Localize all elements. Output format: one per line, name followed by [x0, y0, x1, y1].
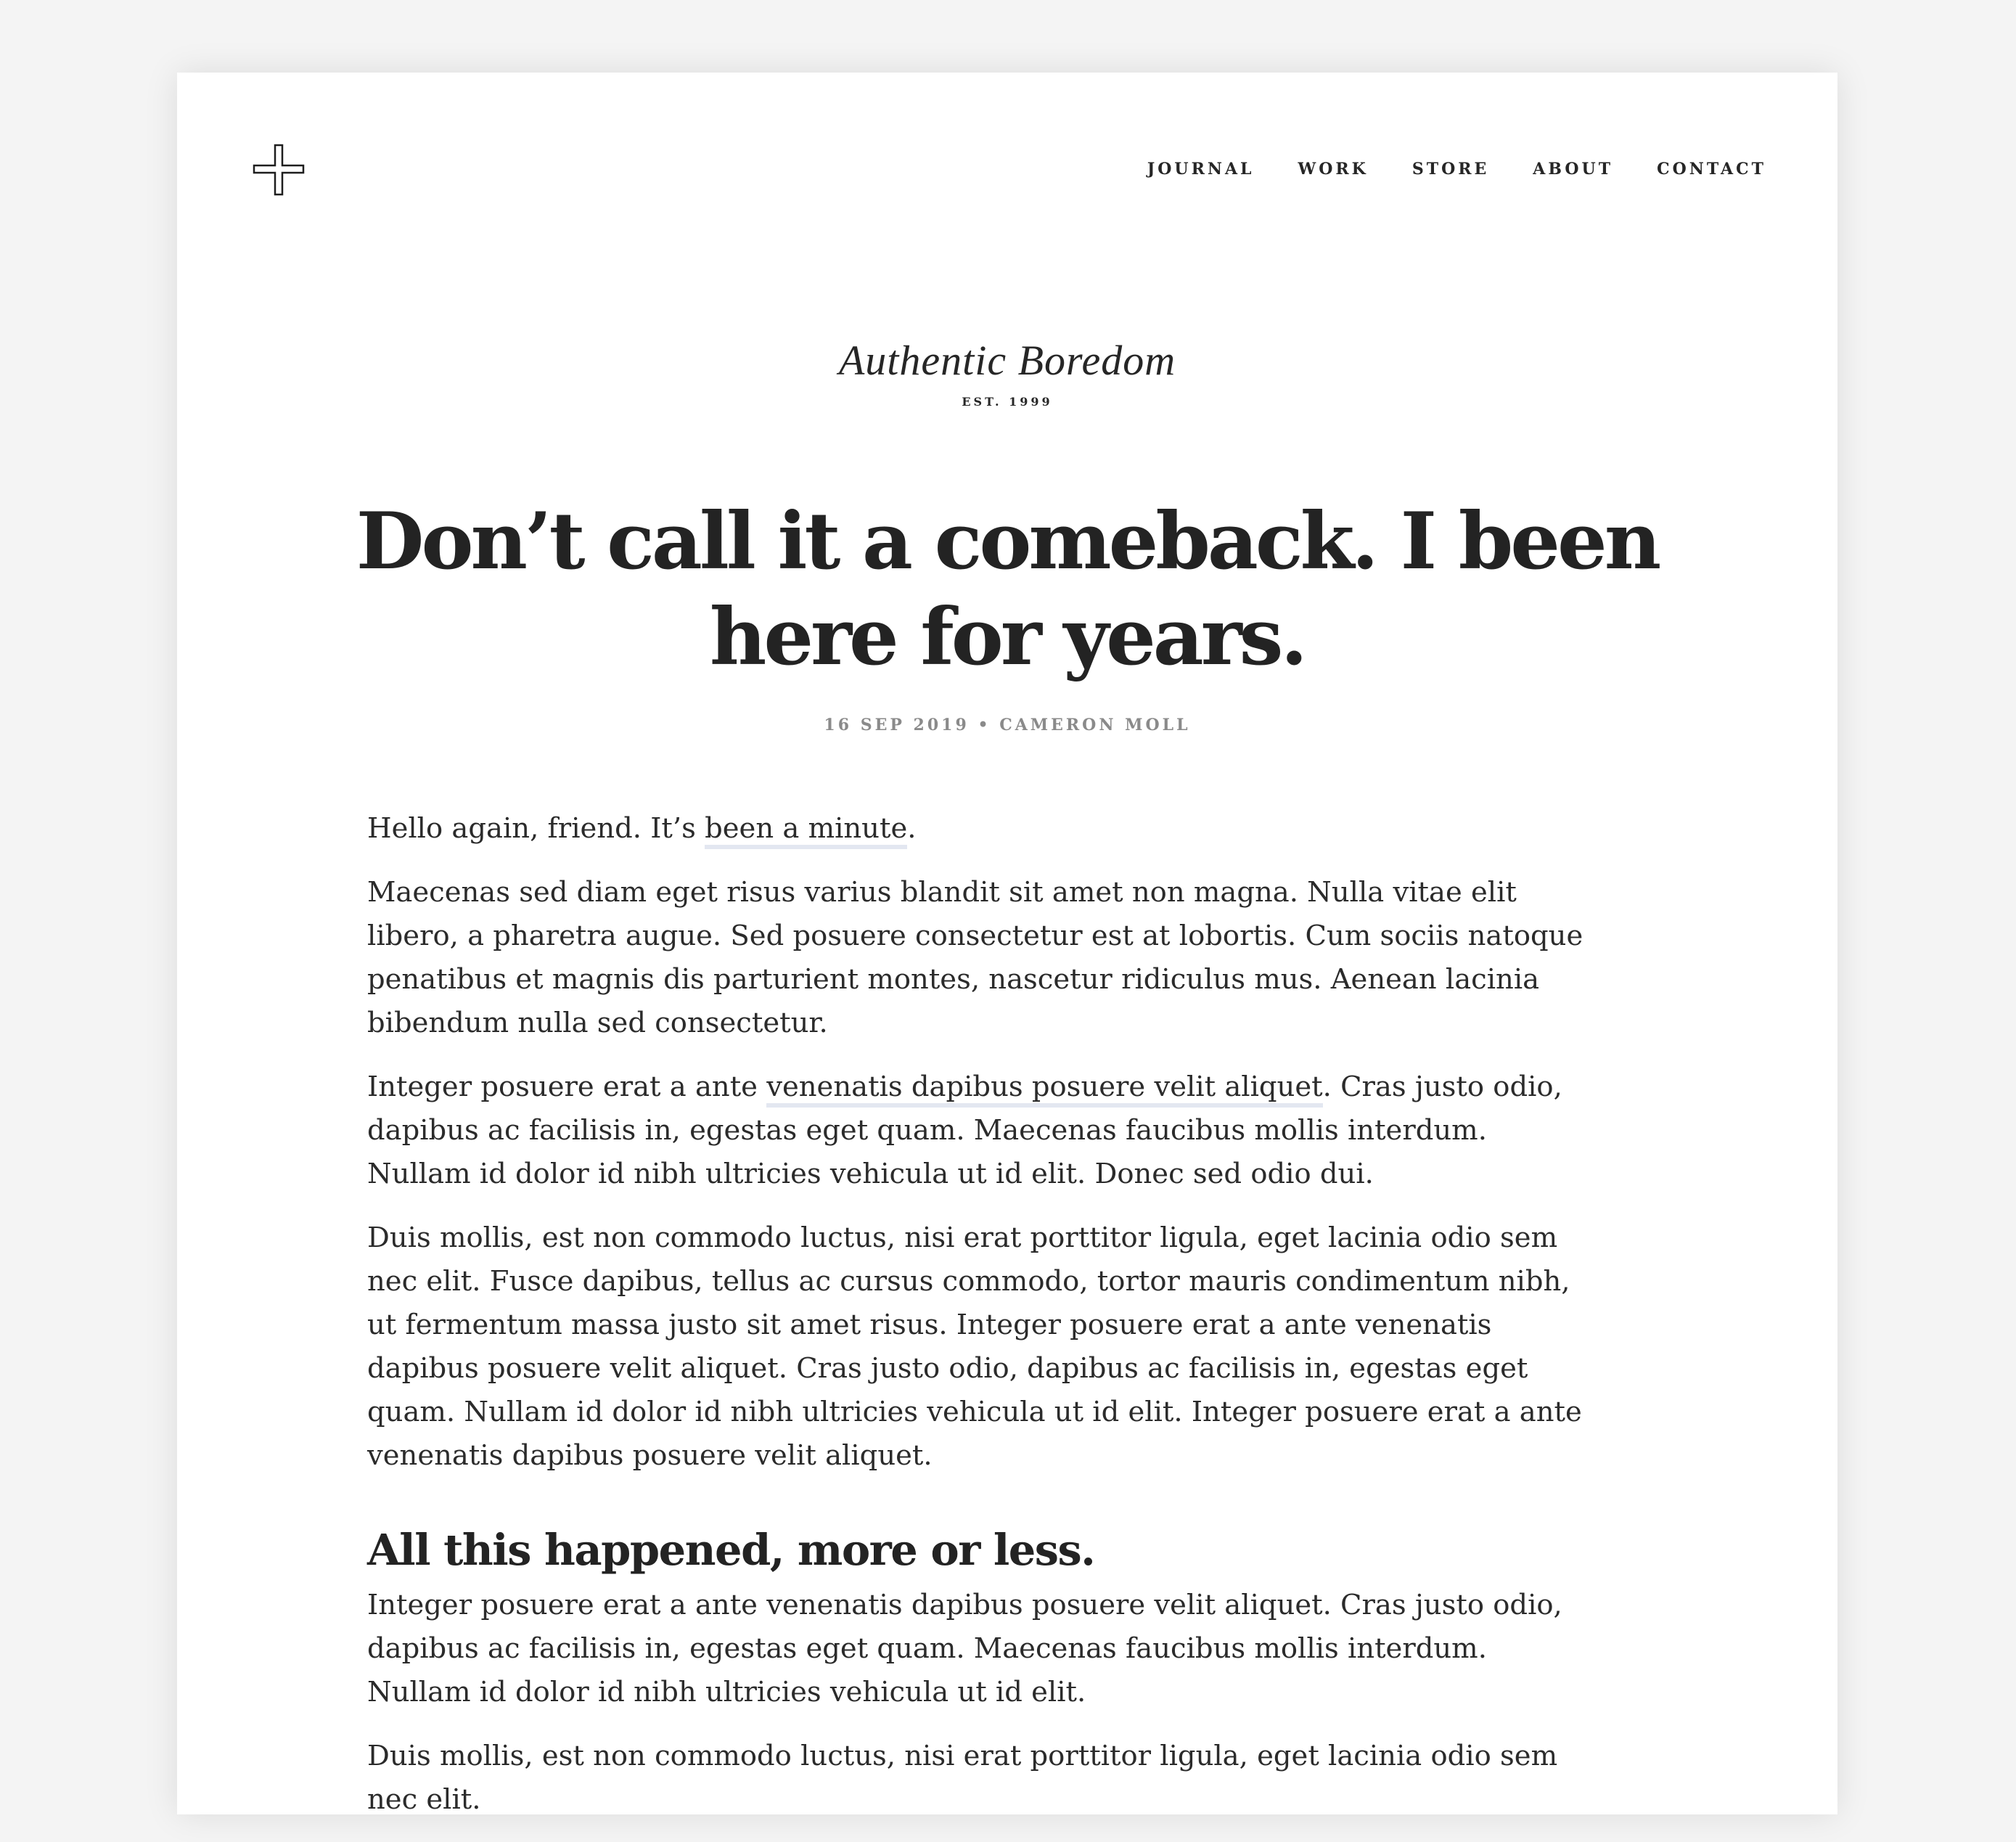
- paragraph-text: Integer posuere erat a ante: [367, 1071, 767, 1103]
- paragraph-text: .: [907, 812, 917, 845]
- masthead: [177, 337, 1837, 409]
- paragraph: [367, 807, 1586, 851]
- paragraph: Duis mollis, est non commodo luctus, nisi erat porttitor ligula, eget lacinia odio sem nec elit. Fusce dapibus, tellus ac cursus commodo, tortor mauris condimentum nibh, ut fermentum massa justo sit amet risus. Integer posuere erat a ante venenatis dapibus posuere velit aliquet. Cras justo odio, dapibus ac facilisis in, egestas eget quam. Nullam id dolor id nibh ultricies vehicula ut id elit. Integer posuere erat a ante venenatis dapibus posuere velit aliquet.: [367, 1221, 1582, 1472]
- nav-item-work[interactable]: WORK: [1298, 160, 1369, 179]
- post-author: CAMERON MOLL: [999, 716, 1191, 734]
- paragraph: [367, 1065, 1586, 1196]
- paragraph: Duis mollis, est non commodo luctus, nisi erat porttitor ligula, eget lacinia odio sem nec elit.: [367, 1740, 1558, 1816]
- section-heading: All this happened, more or less.: [367, 1525, 1095, 1575]
- paragraph-text: Hello again, friend. It’s: [367, 812, 705, 845]
- site-established: EST. 1999: [962, 395, 1053, 409]
- paragraph-text: . Cras justo odio, dapibus ac facilisis in, egestas eget quam. Maecenas faucibus mollis interdum. Nullam id dolor id nibh ultricies vehicula ut id elit. Donec sed odio dui.: [367, 1071, 1562, 1190]
- page-card: [177, 73, 1837, 1814]
- post-title: Don’t call it a comeback. I been here for years.: [356, 496, 1659, 683]
- cross-logo-icon[interactable]: [253, 144, 305, 196]
- inline-link[interactable]: been a minute: [705, 812, 907, 849]
- byline-separator: •: [978, 716, 991, 734]
- nav-item-contact[interactable]: CONTACT: [1657, 160, 1766, 179]
- nav-item-about[interactable]: ABOUT: [1533, 160, 1614, 179]
- paragraph: Integer posuere erat a ante venenatis dapibus posuere velit aliquet. Cras justo odio, dapibus ac facilisis in, egestas eget quam. Maecenas faucibus mollis interdum. Nullam id dolor id nibh ultricies vehicula ut id elit.: [367, 1589, 1562, 1708]
- paragraph: Maecenas sed diam eget risus varius blandit sit amet non magna. Nulla vitae elit libero, a pharetra augue. Sed posuere consectetur est at lobortis. Cum sociis natoque penatibus et magnis dis parturient montes, nascetur ridiculus mus. Aenean lacinia bibendum nulla sed consectetur.: [367, 876, 1583, 1039]
- nav-item-store[interactable]: STORE: [1411, 160, 1490, 179]
- nav-item-journal[interactable]: JOURNAL: [1147, 160, 1255, 179]
- main-nav: [1147, 160, 1766, 179]
- post-body: [367, 807, 1586, 1842]
- post-byline: [177, 716, 1837, 734]
- post-date: 16 SEP 2019: [824, 716, 970, 734]
- inline-link[interactable]: venenatis dapibus posuere velit aliquet: [766, 1071, 1322, 1108]
- site-brand[interactable]: Authentic Boredom: [838, 337, 1176, 384]
